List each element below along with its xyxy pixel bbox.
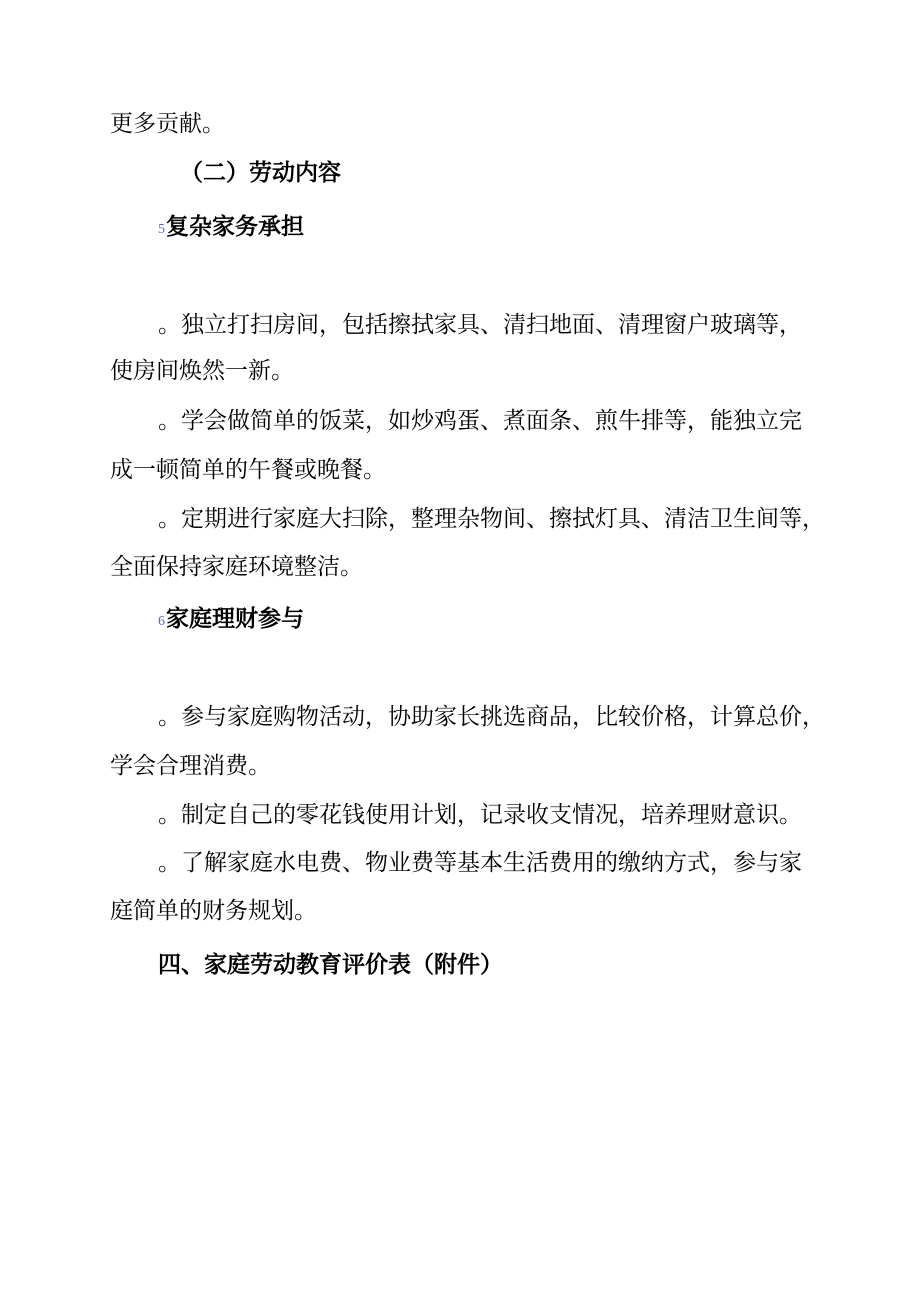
item-6-title: 家庭理财参与 <box>166 606 304 632</box>
item-5-point-1-line-2: 使房间焕然一新。 <box>110 358 294 384</box>
item-6-heading <box>158 604 304 637</box>
intro-tail-text: 更多贡献。 <box>110 111 225 137</box>
item-5-point-3-line-2: 全面保持家庭环境整洁。 <box>110 554 363 580</box>
item-5-number: 5 <box>158 222 165 237</box>
item-6-point-2-line-1: 。制定自己的零花钱使用计划，记录收支情况，培养理财意识。 <box>158 802 802 828</box>
item-5-point-1-line-1: 。独立打扫房间，包括擦拭家具、清扫地面、清理窗户玻璃等， <box>158 312 802 338</box>
item-5-point-2-line-1: 。学会做简单的饭菜，如炒鸡蛋、煮面条、煎牛排等，能独立完 <box>158 408 802 434</box>
item-6-number: 6 <box>158 614 165 629</box>
item-5-point-2-line-2: 成一顿简单的午餐或晚餐。 <box>110 457 386 483</box>
item-5-point-3-line-1: 。定期进行家庭大扫除，整理杂物间、擦拭灯具、清洁卫生间等， <box>158 506 825 532</box>
item-6-point-1-line-1: 。参与家庭购物活动，协助家长挑选商品，比较价格，计算总价， <box>158 704 825 730</box>
section-two-heading: （二）劳动内容 <box>180 160 341 186</box>
item-5-heading <box>158 212 304 245</box>
item-5-title: 复杂家务承担 <box>166 214 304 240</box>
item-6-point-3-line-2: 庭简单的财务规划。 <box>110 898 317 924</box>
item-6-point-3-line-1: 。了解家庭水电费、物业费等基本生活费用的缴纳方式，参与家 <box>158 850 802 876</box>
item-6-point-1-line-2: 学会合理消费。 <box>110 753 271 779</box>
section-four-heading: 四、家庭劳动教育评价表（附件） <box>158 952 503 978</box>
